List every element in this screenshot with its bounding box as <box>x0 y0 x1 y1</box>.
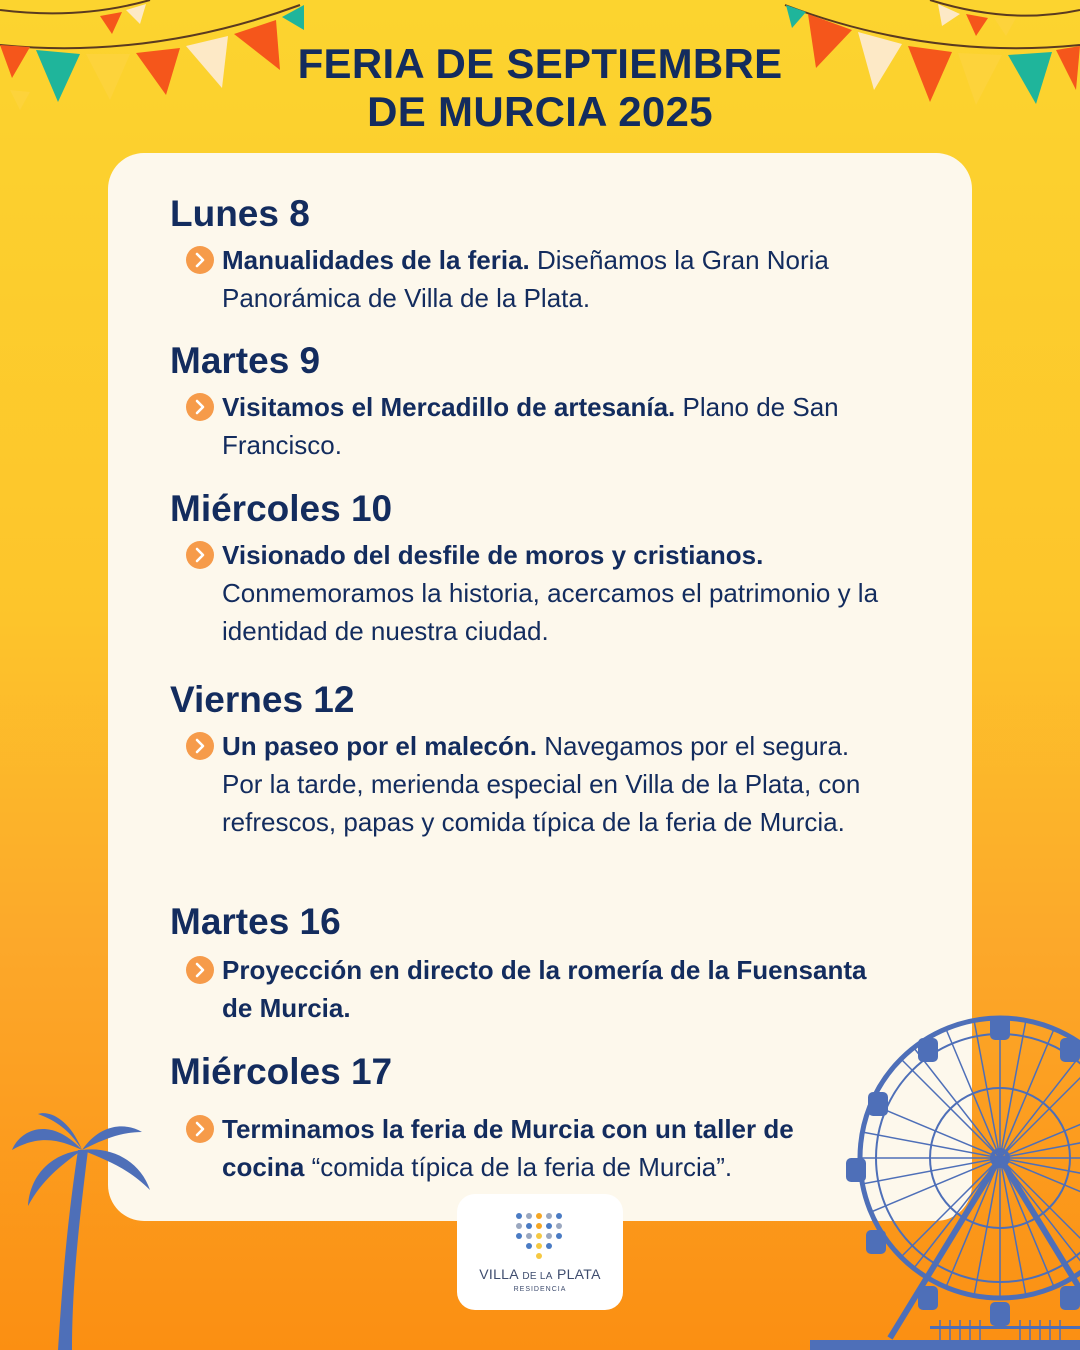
day-heading: Miércoles 17 <box>170 1051 393 1092</box>
chevron-right-circle-icon <box>186 732 214 760</box>
day-heading: Martes 16 <box>170 901 341 942</box>
chevron-right-circle-icon <box>186 1115 214 1143</box>
logo-de-la: DE LA <box>522 1271 553 1282</box>
activity-title: Proyección en directo de la romería de la Fuensanta de Murcia. <box>222 955 867 1023</box>
activity-description: Conmemoramos la historia, acercamos el patrimonio y la identidad de nuestra ciudad. <box>222 578 879 646</box>
activity-title: Visionado del desfile de moros y cristianos. <box>222 540 764 570</box>
activity-item <box>186 727 886 841</box>
logo <box>457 1194 623 1310</box>
activity-item <box>186 388 886 464</box>
activity-description: Diseñamos la Gran Noria Panorámica de Villa de la Plata. <box>222 245 829 313</box>
activity-item <box>186 241 886 317</box>
title-line-2: DE MURCIA 2025 <box>367 88 713 135</box>
chevron-right-circle-icon <box>186 393 214 421</box>
activity-description: Plano de San Francisco. <box>222 392 839 460</box>
page-title <box>0 40 1080 136</box>
palm-tree-icon <box>10 1110 160 1350</box>
activity-description: “comida típica de la feria de Murcia”. <box>304 1152 733 1182</box>
activity-item <box>186 536 886 650</box>
day-heading: Miércoles 10 <box>170 488 393 529</box>
chevron-right-circle-icon <box>186 541 214 569</box>
activity-title: Un paseo por el malecón. <box>222 731 537 761</box>
activity-description: Navegamos por el segura. Por la tarde, merienda especial en Villa de la Plata, con refrescos, papas y comida típica de la feria de Murcia. <box>222 731 861 837</box>
logo-villa: VILLA <box>479 1266 519 1282</box>
day-heading: Viernes 12 <box>170 679 355 720</box>
day-heading: Martes 9 <box>170 340 321 381</box>
logo-dots-icon <box>457 1194 623 1260</box>
activity-item <box>186 951 886 1027</box>
logo-plata: PLATA <box>556 1266 601 1282</box>
logo-subtitle: RESIDENCIA <box>513 1286 567 1293</box>
chevron-right-circle-icon <box>186 956 214 984</box>
day-heading: Lunes 8 <box>170 193 310 234</box>
ferris-wheel-icon <box>810 1008 1080 1350</box>
activity-title: Visitamos el Mercadillo de artesanía. <box>222 392 676 422</box>
title-line-1: FERIA DE SEPTIEMBRE <box>297 40 783 87</box>
chevron-right-circle-icon <box>186 246 214 274</box>
activity-title: Terminamos la feria de Murcia con un taller de cocina <box>222 1114 794 1182</box>
activity-title: Manualidades de la feria. <box>222 245 530 275</box>
activity-item <box>186 1110 826 1186</box>
logo-wordmark <box>457 1266 623 1282</box>
